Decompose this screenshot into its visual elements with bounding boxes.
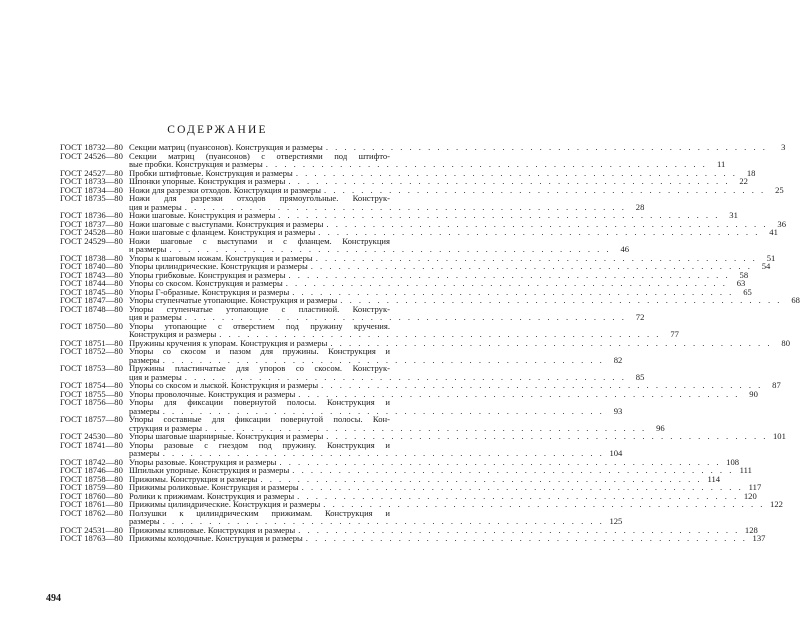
entry-page-number: 31	[729, 210, 738, 220]
dot-leader: . . . . . . . . . . . . . . . . . . . . . . . . . . . . . . . . . . . . . . . . . . . . . . . .	[297, 490, 739, 501]
entry-page-number: 11	[717, 159, 726, 169]
entry-title: Ножи шаговые с выступами. Конструкция и размеры	[129, 218, 324, 229]
toc-entry	[60, 397, 623, 416]
dot-leader: . . . . . . . . . . . . . . . . . . . . . . . . . . . . . . . . . . . . . . . . . . . . . . . .	[184, 312, 627, 322]
entry-page-number: 108	[726, 456, 740, 467]
entry-title: Упоры проволочные. Конструкция и размеры	[129, 388, 296, 399]
entry-title: Упоры для фиксации повернутой полосы. Конструкция и	[129, 397, 390, 407]
entry-page-number: 93	[613, 405, 623, 416]
standard-code: ГОСТ 18755—80	[60, 388, 123, 399]
standard-code: ГОСТ 18759—80	[60, 482, 123, 492]
standard-code: ГОСТ 18732—80	[60, 142, 123, 152]
dot-leader: . . . . . . . . . . . . . . . . . . . . . . . . . . . . . . . . . . . . . . . . . . . . . . . .	[318, 227, 760, 237]
standard-code: ГОСТ 24527—80	[60, 167, 123, 178]
entry-title: Пробки штифтовые. Конструкция и размеры	[129, 167, 293, 178]
page-title: СОДЕРЖАНИЕ	[167, 124, 268, 136]
entry-title: Упоры разовые. Конструкция и размеры	[129, 456, 277, 467]
dot-leader: . . . . . . . . . . . . . . . . . . . . . . . . . . . . . . . . . . . . . . . . . . . . . . . .	[305, 533, 748, 543]
entry-page-number: 28	[635, 201, 645, 212]
standard-code: ГОСТ 18735—80	[60, 193, 123, 203]
standard-code: ГОСТ 24529—80	[60, 235, 123, 246]
entry-page-number: 101	[773, 431, 786, 441]
dot-leader: . . . . . . . . . . . . . . . . . . . . . . . . . . . . . . . . . . . . . . . . . . . . . . . .	[298, 524, 740, 535]
dot-leader: . . . . . . . . . . . . . . . . . . . . . . . . . . . . . . . . . . . . . . . . . . . . . . . .	[288, 269, 731, 280]
standard-code: ГОСТ 18752—80	[60, 346, 123, 356]
entry-title: Упоры ступенчатые утопающие. Конструкция и размеры	[129, 295, 338, 305]
entry-title: Упоры цилиндрические. Конструкция и размеры	[129, 261, 308, 271]
dot-leader: . . . . . . . . . . . . . . . . . . . . . . . . . . . . . . . . . . . . . . . . . . . . . . . .	[295, 167, 738, 178]
entry-title: Секции матриц (пуансонов). Конструкция и размеры	[129, 142, 323, 152]
entry-title: Прижимы роликовые. Конструкция и размеры	[129, 482, 299, 492]
entry-title: Ножи для разрезки отходов. Конструкция и размеры	[129, 184, 322, 195]
entry-title: Ножи для разрезки отходов прямоугольные. Конструк-	[129, 193, 390, 203]
entry-title: Ползушки к цилиндрическим прижимам. Конструкция и	[129, 507, 390, 518]
entry-page-number: 87	[772, 380, 781, 390]
dot-leader: . . . . . . . . . . . . . . . . . . . . . . . . . . . . . . . . . . . . . . . . . . . . . . . .	[330, 337, 772, 348]
entry-title: Прижимы клиновые. Конструкция и размеры	[129, 524, 296, 535]
entry-title: Упоры грибковые. Конструкция и размеры	[129, 269, 286, 280]
standard-code: ГОСТ 18753—80	[60, 363, 123, 373]
entry-title: Конструкция и размеры	[129, 329, 217, 339]
entry-page-number: 18	[746, 167, 756, 178]
dot-leader: . . . . . . . . . . . . . . . . . . . . . . . . . . . . . . . . . . . . . . . . . . . . . . . .	[326, 431, 768, 441]
dot-leader: . . . . . . . . . . . . . . . . . . . . . . . . . . . . . . . . . . . . . . . . . . . . . . . .	[260, 473, 703, 484]
entry-page-number: 25	[775, 184, 784, 195]
standard-code: ГОСТ 18761—80	[60, 499, 123, 509]
standard-code: ГОСТ 18741—80	[60, 439, 123, 450]
dot-leader: . . . . . . . . . . . . . . . . . . . . . . . . . . . . . . . . . . . . . . . . . . . . . . . .	[279, 456, 722, 467]
entry-title: Прижимы цилиндрические. Конструкция и размеры	[129, 499, 321, 509]
standard-code: ГОСТ 18750—80	[60, 320, 123, 331]
entry-page-number: 58	[739, 269, 749, 280]
dot-leader: . . . . . . . . . . . . . . . . . . . . . . . . . . . . . . . . . . . . . . . . . . . . . . . .	[298, 388, 740, 399]
dot-leader: . . . . . . . . . . . . . . . . . . . . . . . . . . . . . . . . . . . . . . . . . . . . . . . .	[323, 499, 765, 509]
entry-page-number: 122	[770, 499, 783, 509]
standard-code: ГОСТ 18751—80	[60, 337, 123, 348]
entry-page-number: 85	[635, 371, 645, 382]
toc-entry	[60, 346, 623, 365]
entry-page-number: 120	[743, 490, 757, 501]
dot-leader: . . . . . . . . . . . . . . . . . . . . . . . . . . . . . . . . . . . . . . . . . . . . . . . .	[310, 261, 753, 271]
standard-code: ГОСТ 18742—80	[60, 456, 123, 467]
entry-title: Ножи шаговые с выступами и с фланцем. Конструкция	[129, 235, 390, 246]
entry-title: Секции матриц (пуансонов) с отверстиями под штифто-	[129, 150, 390, 161]
entry-title: ция и размеры	[129, 201, 182, 212]
entry-title: ция и размеры	[129, 371, 182, 382]
toc-entry	[60, 235, 630, 254]
toc-entry	[60, 533, 766, 543]
dot-leader: . . . . . . . . . . . . . . . . . . . . . . . . . . . . . . . . . . . . . . . . . . . . . . . .	[162, 448, 605, 458]
page-number: 494	[46, 593, 61, 604]
dot-leader: . . . . . . . . . . . . . . . . . . . . . . . . . . . . . . . . . . . . . . . . . . . . . . . .	[265, 159, 708, 169]
entry-title: размеры	[129, 354, 160, 365]
entry-page-number: 128	[744, 524, 758, 535]
entry-title: Пружины кручения к упорам. Конструкция и размеры	[129, 337, 328, 348]
standard-code: ГОСТ 18763—80	[60, 533, 123, 543]
entry-title: Упоры разовые с гнездом под пружину. Конструкция и	[129, 439, 390, 450]
standard-code: ГОСТ 18748—80	[60, 303, 123, 314]
dot-leader: . . . . . . . . . . . . . . . . . . . . . . . . . . . . . . . . . . . . . . . . . . . . . . . .	[278, 210, 720, 220]
entry-title: Упоры со скосом. Конструкция и размеры	[129, 278, 283, 288]
dot-leader: . . . . . . . . . . . . . . . . . . . . . . . . . . . . . . . . . . . . . . . . . . . . . . . .	[162, 516, 605, 526]
entry-page-number: 36	[777, 218, 786, 229]
entry-title: струкция и размеры	[129, 422, 203, 433]
dot-leader: . . . . . . . . . . . . . . . . . . . . . . . . . . . . . . . . . . . . . . . . . . . . . . . .	[184, 201, 627, 212]
entry-page-number: 22	[739, 176, 748, 186]
entry-page-number: 117	[748, 482, 762, 492]
standard-code: ГОСТ 18736—80	[60, 210, 123, 220]
dot-leader: . . . . . . . . . . . . . . . . . . . . . . . . . . . . . . . . . . . . . . . . . . . . . . . .	[292, 286, 734, 297]
entry-title: Ролики к прижимам. Конструкция и размеры	[129, 490, 295, 501]
entry-page-number: 137	[752, 533, 766, 543]
dot-leader: . . . . . . . . . . . . . . . . . . . . . . . . . . . . . . . . . . . . . . . . . . . . . . . .	[326, 218, 768, 229]
dot-leader: . . . . . . . . . . . . . . . . . . . . . . . . . . . . . . . . . . . . . . . . . . . . . . . .	[288, 176, 730, 186]
entry-page-number: 46	[620, 244, 630, 254]
entry-title: Упоры со скосом и пазом для пружины. Конструкция и	[129, 346, 390, 356]
standard-code: ГОСТ 18747—80	[60, 295, 123, 305]
entry-title: Прижимы колодочные. Конструкция и размеры	[129, 533, 303, 543]
entry-title: Упоры к шаговым ножам. Конструкция и размеры	[129, 252, 313, 263]
dot-leader: . . . . . . . . . . . . . . . . . . . . . . . . . . . . . . . . . . . . . . . . . . . . . . . .	[324, 184, 766, 195]
standard-code: ГОСТ 24526—80	[60, 150, 123, 161]
entry-page-number: 63	[736, 278, 746, 288]
entry-page-number: 41	[769, 227, 778, 237]
entry-page-number: 82	[613, 354, 623, 365]
standard-code: ГОСТ 24528—80	[60, 227, 123, 237]
entry-page-number: 111	[739, 465, 752, 475]
entry-title: вые пробки. Конструкция и размеры	[129, 159, 263, 169]
entry-title: Шпильки упорные. Конструкция и размеры	[129, 465, 290, 475]
entry-page-number: 3	[781, 142, 786, 152]
dot-leader: . . . . . . . . . . . . . . . . . . . . . . . . . . . . . . . . . . . . . . . . . . . . . . . .	[162, 354, 605, 365]
dot-leader: . . . . . . . . . . . . . . . . . . . . . . . . . . . . . . . . . . . . . . . . . . . . . . . .	[315, 252, 758, 263]
entry-page-number: 68	[791, 295, 800, 305]
entry-page-number: 125	[609, 516, 623, 526]
dot-leader: . . . . . . . . . . . . . . . . . . . . . . . . . . . . . . . . . . . . . . . . . . . . . . . .	[205, 422, 647, 433]
toc-entry	[60, 150, 726, 169]
toc-entry	[60, 363, 645, 382]
entry-title: Упоры составные для фиксации повернутой полосы. Кон-	[129, 414, 390, 424]
dot-leader: . . . . . . . . . . . . . . . . . . . . . . . . . . . . . . . . . . . . . . . . . . . . . . . .	[301, 482, 744, 492]
entry-page-number: 65	[743, 286, 752, 297]
toc-entry	[60, 507, 623, 526]
dot-leader: . . . . . . . . . . . . . . . . . . . . . . . . . . . . . . . . . . . . . . . . . . . . . . . .	[219, 329, 661, 339]
standard-code: ГОСТ 18744—80	[60, 278, 123, 288]
toc-entry	[60, 414, 665, 433]
entry-title: Прижимы. Конструкция и размеры	[129, 473, 258, 484]
entry-page-number: 51	[766, 252, 776, 263]
entry-title: Упоры Г-образные. Конструкция и размеры	[129, 286, 290, 297]
entry-title: Упоры ступенчатые утопающие с пластиной. Конструк-	[129, 303, 390, 314]
standard-code: ГОСТ 24530—80	[60, 431, 123, 441]
entry-title: и размеры	[129, 244, 167, 254]
dot-leader: . . . . . . . . . . . . . . . . . . . . . . . . . . . . . . . . . . . . . . . . . . . . . . . .	[162, 405, 605, 416]
standard-code: ГОСТ 18737—80	[60, 218, 123, 229]
toc-entry	[60, 303, 645, 322]
standard-code: ГОСТ 18756—80	[60, 397, 123, 407]
dot-leader: . . . . . . . . . . . . . . . . . . . . . . . . . . . . . . . . . . . . . . . . . . . . . . . .	[292, 465, 734, 475]
dot-leader: . . . . . . . . . . . . . . . . . . . . . . . . . . . . . . . . . . . . . . . . . . . . . . . .	[184, 371, 627, 382]
entry-page-number: 104	[609, 448, 623, 458]
dot-leader: . . . . . . . . . . . . . . . . . . . . . . . . . . . . . . . . . . . . . . . . . . . . . . . .	[169, 244, 612, 254]
entry-title: Пружины пластинчатые для упоров со скосом. Конструк-	[129, 363, 390, 373]
standard-code: ГОСТ 18743—80	[60, 269, 123, 280]
standard-code: ГОСТ 18757—80	[60, 414, 123, 424]
entry-page-number: 77	[670, 329, 679, 339]
toc-entry	[60, 193, 645, 212]
standard-code: ГОСТ 24531—80	[60, 524, 123, 535]
entry-title: Упоры утопающие с отверстием под пружину кручения.	[129, 320, 390, 331]
dot-leader: . . . . . . . . . . . . . . . . . . . . . . . . . . . . . . . . . . . . . . . . . . . . . . . .	[321, 380, 763, 390]
standard-code: ГОСТ 18740—80	[60, 261, 123, 271]
dot-leader: . . . . . . . . . . . . . . . . . . . . . . . . . . . . . . . . . . . . . . . . . . . . . . . .	[340, 295, 782, 305]
entry-page-number: 72	[635, 312, 645, 322]
toc-entry	[60, 439, 623, 458]
entry-page-number: 90	[749, 388, 758, 399]
standard-code: ГОСТ 18758—80	[60, 473, 123, 484]
standard-code: ГОСТ 18734—80	[60, 184, 123, 195]
standard-code: ГОСТ 18746—80	[60, 465, 123, 475]
table-of-contents	[60, 142, 800, 543]
entry-title: Шпонки упорные. Конструкция и размеры	[129, 176, 286, 186]
entry-page-number: 114	[707, 473, 721, 484]
entry-page-number: 96	[656, 422, 665, 433]
standard-code: ГОСТ 18760—80	[60, 490, 123, 501]
entry-title: Ножи шаговые с фланцем. Конструкция и размеры	[129, 227, 316, 237]
entry-page-number: 54	[761, 261, 771, 271]
standard-code: ГОСТ 18754—80	[60, 380, 123, 390]
entry-title: Упоры шаговые шарнирные. Конструкция и размеры	[129, 431, 324, 441]
entry-title: размеры	[129, 448, 160, 458]
standard-code: ГОСТ 18745—80	[60, 286, 123, 297]
standard-code: ГОСТ 18738—80	[60, 252, 123, 263]
entry-page-number: 80	[781, 337, 790, 348]
toc-entry	[60, 320, 679, 339]
dot-leader: . . . . . . . . . . . . . . . . . . . . . . . . . . . . . . . . . . . . . . . . . . . . . . . .	[285, 278, 728, 288]
entry-title: ция и размеры	[129, 312, 182, 322]
dot-leader: . . . . . . . . . . . . . . . . . . . . . . . . . . . . . . . . . . . . . . . . . . . . . . . .	[325, 142, 768, 152]
standard-code: ГОСТ 18762—80	[60, 507, 123, 518]
entry-title: Упоры со скосом и лыской. Конструкция и размеры	[129, 380, 319, 390]
entry-title: размеры	[129, 405, 160, 416]
standard-code: ГОСТ 18733—80	[60, 176, 123, 186]
entry-title: Ножи шаговые. Конструкция и размеры	[129, 210, 276, 220]
entry-title: размеры	[129, 516, 160, 526]
